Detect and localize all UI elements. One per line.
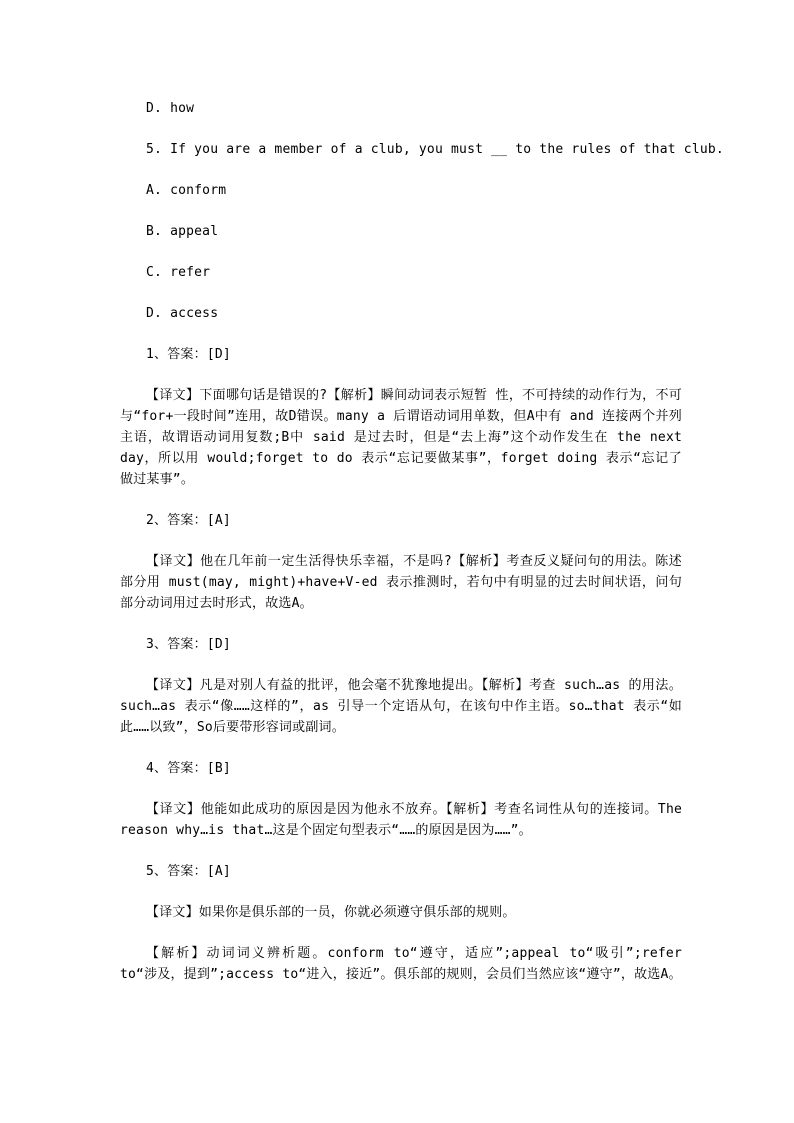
translation-paragraph: 【译文】如果你是俱乐部的一员，你就必须遵守俱乐部的规则。 — [146, 905, 516, 920]
answer-line: 1、答案：[D] — [146, 347, 231, 362]
explanation-paragraph: 【译文】下面哪句话是错误的?【解析】瞬间动词表示短暂 性，不可持续的动作行为，不可与“for+一段时间”连用，故D错误。many a 后谓语动词用单数，但A中有 and 连接两个并列主语，故谓语动词用复数;B中 said 是过去时，但是“去上海”这个动作发生在 the next day，所以用 would;forget to do 表示“忘记要做某事”，forget doing 表示“忘记了做过某事”。 — [120, 388, 682, 487]
answer-line: 2、答案：[A] — [146, 513, 231, 528]
answer-line: 4、答案：[B] — [146, 761, 231, 776]
option-line: B. appeal — [146, 224, 219, 239]
option-line: D. how — [146, 101, 195, 116]
explanation-paragraph: 【译文】他能如此成功的原因是因为他永不放弃。【解析】考查名词性从句的连接词。The reason why…is that…这是个固定句型表示“……的原因是因为……”。 — [120, 802, 682, 838]
option-line: C. refer — [146, 265, 211, 280]
explanation-paragraph: 【译文】他在几年前一定生活得快乐幸福，不是吗?【解析】考查反义疑问句的用法。陈述部分用 must(may, might)+have+V-ed 表示推测时，若句中有明显的过去时间状语，问句部分动词用过去时形式，故选A。 — [120, 554, 682, 611]
answer-line: 5、答案：[A] — [146, 864, 231, 879]
explanation-paragraph: 【译文】凡是对别人有益的批评，他会毫不犹豫地提出。【解析】考查 such…as 的用法。such…as 表示“像……这样的”，as 引导一个定语从句，在该句中作主语。so…that 表示“如此……以致”，So后要带形容词或副词。 — [120, 678, 682, 735]
explanation-paragraph: 【解析】动词词义辨析题。conform to“遵守，适应”;appeal to“吸引”;refer to“涉及，提到”;access to“进入，接近”。俱乐部的规则，会员们当然应该“遵守”，故选A。 — [120, 946, 682, 982]
question-line: 5. If you are a member of a club, you must __ to the rules of that club. — [146, 142, 724, 157]
option-line: D. access — [146, 306, 219, 321]
option-line: A. conform — [146, 183, 227, 198]
answer-line: 3、答案：[D] — [146, 637, 231, 652]
